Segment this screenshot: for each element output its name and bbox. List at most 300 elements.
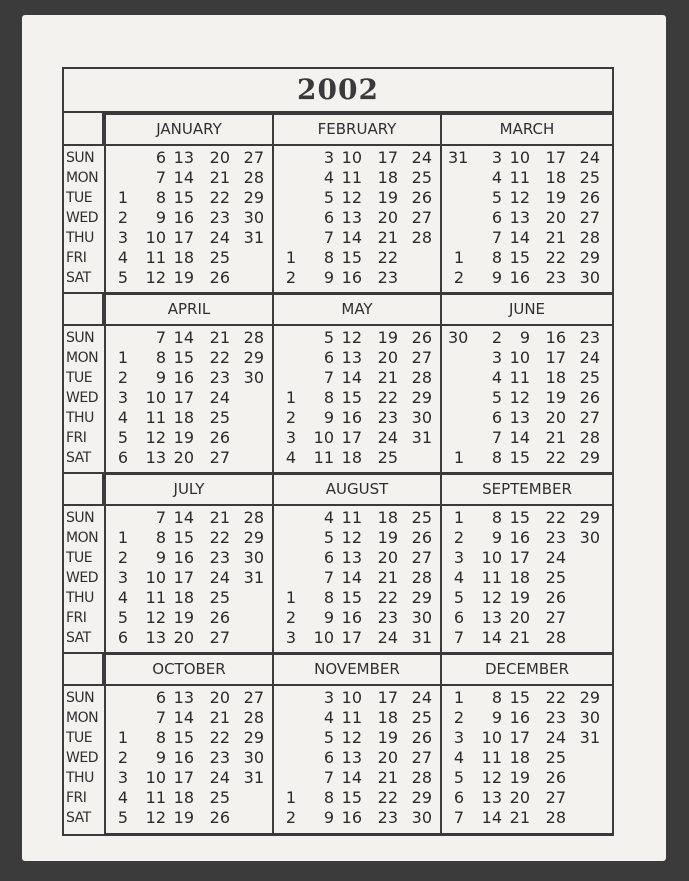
day-number: 20 [173,448,194,467]
day-number: 21 [545,428,566,447]
day-number: 3 [117,228,128,247]
day-number: 13 [341,748,362,767]
day-number: 2 [285,608,296,627]
day-number: 4 [323,168,334,187]
month-block [272,113,442,295]
day-number: 29 [579,508,600,527]
day-number: 4 [323,708,334,727]
day-number: 6 [155,688,166,707]
weekday-label: FRI [66,790,87,806]
day-number: 8 [323,248,334,267]
day-number: 13 [173,688,194,707]
day-number: 22 [377,388,398,407]
day-number: 25 [411,708,432,727]
day-number: 21 [509,808,530,827]
day-number: 30 [411,608,432,627]
day-number: 27 [579,408,600,427]
month-block [440,293,614,475]
month-block [104,653,274,835]
day-number: 4 [117,588,128,607]
day-number: 18 [173,408,194,427]
weekday-label: SAT [66,810,91,826]
day-number: 8 [323,388,334,407]
month-block [272,473,442,655]
day-number: 15 [173,188,194,207]
day-number: 14 [481,628,502,647]
day-number: 31 [411,428,432,447]
day-number: 11 [481,748,502,767]
day-number: 28 [243,328,264,347]
day-number: 21 [377,228,398,247]
day-number: 22 [209,348,230,367]
day-number: 10 [481,548,502,567]
day-number: 15 [173,728,194,747]
month-block [440,653,614,835]
weekday-label: WED [66,750,98,766]
day-number: 29 [243,528,264,547]
day-number: 7 [491,228,502,247]
day-number: 28 [411,228,432,247]
day-number: 8 [155,188,166,207]
day-number: 18 [545,368,566,387]
day-number: 23 [377,408,398,427]
day-number: 2 [117,368,128,387]
day-number: 13 [341,348,362,367]
month-block [272,293,442,475]
month-block [104,473,274,655]
day-number: 10 [145,228,166,247]
day-number: 9 [491,268,502,287]
month-block [104,113,274,295]
day-number: 3 [453,548,464,567]
day-number: 27 [411,348,432,367]
weekday-label: TUE [66,550,93,566]
day-number: 25 [209,588,230,607]
day-number: 24 [579,148,600,167]
day-number: 23 [209,548,230,567]
day-number: 13 [481,788,502,807]
day-number: 24 [209,768,230,787]
day-number: 29 [579,448,600,467]
day-number: 1 [117,188,128,207]
weekday-label: WED [66,390,98,406]
day-number: 21 [509,628,530,647]
day-number: 6 [491,208,502,227]
day-number: 2 [285,408,296,427]
day-number: 21 [377,368,398,387]
day-number: 26 [411,328,432,347]
day-number: 4 [117,248,128,267]
day-number: 23 [545,268,566,287]
day-number: 28 [579,228,600,247]
day-number: 25 [209,248,230,267]
day-number: 26 [209,268,230,287]
day-number: 7 [155,328,166,347]
day-number: 25 [411,508,432,527]
day-number: 18 [377,508,398,527]
day-number: 22 [545,508,566,527]
day-number: 14 [481,808,502,827]
day-number: 25 [579,168,600,187]
day-number: 1 [117,728,128,747]
day-number: 4 [285,448,296,467]
day-number: 28 [243,508,264,527]
month-name: JUNE [442,295,612,326]
day-number: 24 [377,628,398,647]
day-number: 24 [209,388,230,407]
day-number: 22 [545,688,566,707]
day-number: 20 [377,548,398,567]
day-number: 5 [117,608,128,627]
day-number: 1 [453,508,464,527]
month-block [272,653,442,835]
day-number: 23 [377,608,398,627]
weekday-header-blank [64,653,104,686]
day-number: 6 [117,448,128,467]
day-number: 6 [323,348,334,367]
day-number: 17 [509,728,530,747]
day-number: 17 [377,688,398,707]
weekday-label: SUN [66,330,95,346]
month-name: MARCH [442,115,612,146]
day-number: 29 [411,388,432,407]
day-number: 10 [145,768,166,787]
day-number: 13 [481,608,502,627]
day-number: 21 [209,708,230,727]
day-number: 12 [341,728,362,747]
day-number: 29 [411,788,432,807]
day-number: 5 [491,388,502,407]
weekday-label: THU [66,230,94,246]
day-number: 12 [145,808,166,827]
day-number: 6 [491,408,502,427]
day-number: 12 [481,588,502,607]
day-number: 26 [579,188,600,207]
day-number: 5 [323,728,334,747]
day-number: 19 [545,188,566,207]
day-number: 11 [145,408,166,427]
day-number: 26 [411,188,432,207]
month-block [440,473,614,655]
day-number: 28 [411,368,432,387]
day-number: 27 [411,208,432,227]
day-number: 3 [117,768,128,787]
day-number: 17 [173,388,194,407]
day-number: 13 [145,448,166,467]
day-number: 5 [117,808,128,827]
day-number: 19 [509,588,530,607]
weekday-label: WED [66,210,98,226]
day-number: 29 [579,688,600,707]
day-number: 16 [509,268,530,287]
day-number: 7 [155,168,166,187]
day-number: 11 [341,168,362,187]
day-number: 28 [579,428,600,447]
month-name: FEBRUARY [274,115,440,146]
day-number: 17 [173,228,194,247]
day-number: 1 [285,588,296,607]
day-number: 28 [243,168,264,187]
day-number: 2 [117,208,128,227]
day-number: 26 [411,728,432,747]
day-number: 19 [173,428,194,447]
day-number: 20 [209,688,230,707]
day-number: 18 [377,168,398,187]
day-number: 13 [173,148,194,167]
day-number: 25 [411,168,432,187]
weekday-header-blank [64,473,104,506]
weekday-label: FRI [66,430,87,446]
day-number: 30 [579,268,600,287]
day-number: 2 [285,808,296,827]
day-number: 17 [509,548,530,567]
day-number: 30 [579,708,600,727]
day-number: 21 [209,508,230,527]
month-name: NOVEMBER [274,655,440,686]
day-number: 27 [579,208,600,227]
day-number: 12 [145,608,166,627]
day-number: 7 [491,428,502,447]
day-number: 10 [481,728,502,747]
day-number: 7 [155,708,166,727]
day-number: 12 [341,328,362,347]
day-number: 31 [243,568,264,587]
day-number: 4 [117,788,128,807]
day-number: 21 [209,168,230,187]
day-number: 4 [323,508,334,527]
day-number: 11 [341,708,362,727]
day-number: 9 [323,408,334,427]
day-number: 16 [341,808,362,827]
weekday-label: FRI [66,250,87,266]
day-number: 22 [209,528,230,547]
day-number: 20 [545,208,566,227]
weekday-label: MON [66,530,99,546]
day-number: 23 [377,808,398,827]
day-number: 5 [117,268,128,287]
day-number: 20 [509,608,530,627]
day-number: 22 [209,188,230,207]
weekday-label: TUE [66,730,93,746]
day-number: 26 [545,588,566,607]
day-number: 2 [453,708,464,727]
month-name: DECEMBER [442,655,612,686]
day-number: 16 [173,208,194,227]
day-number: 2 [117,748,128,767]
month-name: APRIL [106,295,272,326]
day-number: 12 [145,268,166,287]
day-number: 3 [491,348,502,367]
day-number: 14 [341,228,362,247]
day-number: 23 [209,208,230,227]
day-number: 26 [209,608,230,627]
day-number: 26 [209,808,230,827]
day-number: 12 [509,388,530,407]
day-number: 18 [545,168,566,187]
day-number: 11 [481,568,502,587]
day-number: 1 [285,388,296,407]
day-number: 25 [579,368,600,387]
day-number: 8 [491,448,502,467]
day-number: 30 [243,208,264,227]
day-number: 3 [323,148,334,167]
day-number: 22 [377,588,398,607]
day-number: 18 [509,748,530,767]
day-number: 6 [117,628,128,647]
day-number: 16 [509,708,530,727]
day-number: 8 [491,688,502,707]
day-number: 20 [545,408,566,427]
day-number: 9 [323,268,334,287]
day-number: 17 [545,148,566,167]
weekday-label: WED [66,570,98,586]
day-number: 15 [341,588,362,607]
day-number: 7 [453,628,464,647]
month-name: MAY [274,295,440,326]
day-number: 11 [341,508,362,527]
day-number: 18 [509,568,530,587]
day-number: 25 [545,568,566,587]
day-number: 25 [209,408,230,427]
day-number: 13 [509,208,530,227]
day-number: 2 [453,268,464,287]
day-number: 8 [323,588,334,607]
day-number: 5 [117,428,128,447]
day-number: 22 [545,248,566,267]
day-number: 10 [145,388,166,407]
day-number: 20 [377,748,398,767]
day-number: 24 [579,348,600,367]
day-number: 8 [323,788,334,807]
day-number: 29 [243,728,264,747]
day-number: 23 [209,368,230,387]
day-number: 1 [285,248,296,267]
day-number: 1 [285,788,296,807]
day-number: 16 [173,368,194,387]
day-number: 29 [243,348,264,367]
day-number: 17 [341,628,362,647]
day-number: 26 [209,428,230,447]
day-number: 14 [341,568,362,587]
day-number: 15 [509,508,530,527]
day-number: 11 [313,448,334,467]
day-number: 11 [509,368,530,387]
day-number: 8 [155,728,166,747]
day-number: 20 [509,788,530,807]
day-number: 13 [341,548,362,567]
day-number: 3 [285,628,296,647]
day-number: 23 [579,328,600,347]
day-number: 5 [453,768,464,787]
day-number: 27 [243,148,264,167]
day-number: 11 [145,588,166,607]
day-number: 12 [509,188,530,207]
day-number: 14 [173,508,194,527]
day-number: 24 [209,228,230,247]
day-number: 30 [243,368,264,387]
day-number: 1 [453,688,464,707]
day-number: 8 [155,348,166,367]
day-number: 19 [377,728,398,747]
day-number: 27 [411,748,432,767]
day-number: 30 [411,408,432,427]
day-number: 21 [209,328,230,347]
day-number: 18 [173,788,194,807]
day-number: 20 [377,208,398,227]
day-number: 15 [341,388,362,407]
day-number: 23 [545,708,566,727]
day-number: 31 [448,148,469,167]
day-number: 19 [377,328,398,347]
day-number: 19 [377,528,398,547]
day-number: 24 [545,728,566,747]
day-number: 16 [509,528,530,547]
day-number: 22 [545,448,566,467]
day-number: 16 [173,748,194,767]
day-number: 27 [243,688,264,707]
day-number: 31 [243,228,264,247]
day-number: 8 [491,508,502,527]
day-number: 28 [545,808,566,827]
day-number: 19 [173,268,194,287]
day-number: 5 [323,188,334,207]
month-name: JULY [106,475,272,506]
day-number: 30 [411,808,432,827]
day-number: 1 [453,248,464,267]
day-number: 23 [209,748,230,767]
day-number: 21 [377,768,398,787]
day-number: 29 [243,188,264,207]
day-number: 22 [377,248,398,267]
day-number: 10 [313,628,334,647]
day-number: 17 [377,148,398,167]
day-number: 6 [323,208,334,227]
month-name: JANUARY [106,115,272,146]
weekday-label: TUE [66,190,93,206]
day-number: 3 [117,568,128,587]
day-number: 25 [209,788,230,807]
day-number: 15 [173,348,194,367]
day-number: 29 [579,248,600,267]
day-number: 24 [411,688,432,707]
day-number: 2 [117,548,128,567]
day-number: 14 [341,768,362,787]
day-number: 12 [341,188,362,207]
day-number: 7 [323,228,334,247]
day-number: 12 [481,768,502,787]
day-number: 30 [243,748,264,767]
day-number: 10 [145,568,166,587]
day-number: 28 [545,628,566,647]
weekday-label: SUN [66,510,95,526]
day-number: 16 [341,608,362,627]
day-number: 10 [313,428,334,447]
day-number: 19 [545,388,566,407]
day-number: 4 [453,748,464,767]
weekday-label: SAT [66,450,91,466]
day-number: 13 [509,408,530,427]
day-number: 2 [285,268,296,287]
day-number: 20 [173,628,194,647]
day-number: 24 [411,148,432,167]
day-number: 18 [173,248,194,267]
day-number: 1 [117,348,128,367]
day-number: 9 [155,368,166,387]
day-number: 30 [579,528,600,547]
day-number: 22 [377,788,398,807]
day-number: 14 [173,168,194,187]
day-number: 1 [453,448,464,467]
